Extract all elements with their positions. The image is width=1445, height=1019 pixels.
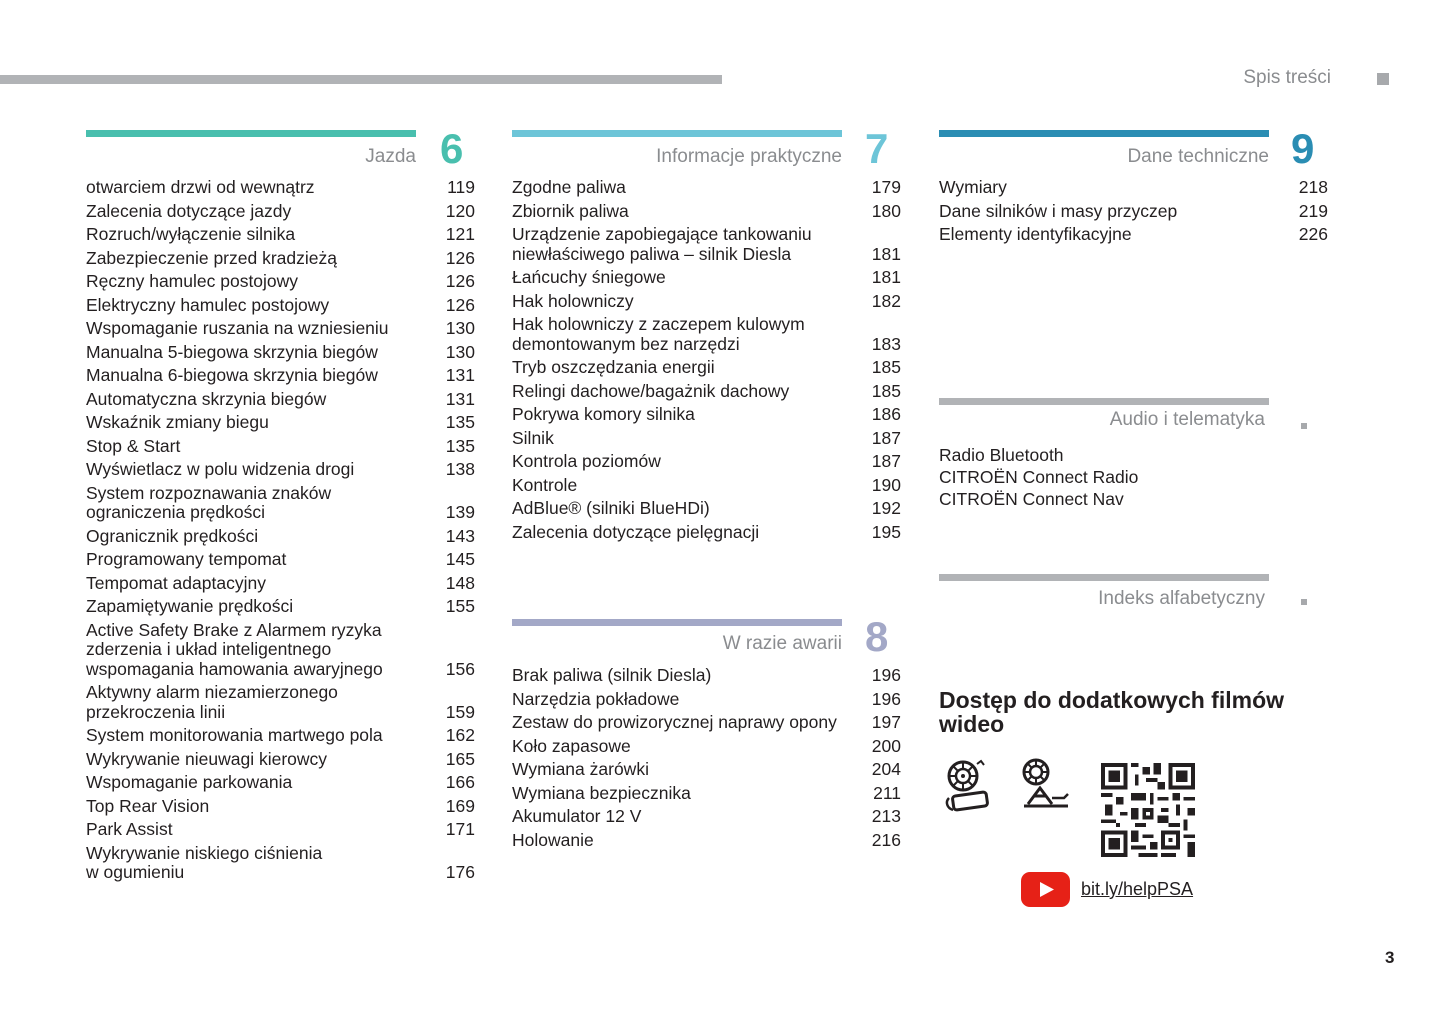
toc-entry-label: Wymiana żarówki: [512, 759, 649, 779]
toc-entry-page: 196: [871, 688, 901, 709]
toc-entry-label: Zbiornik paliwa: [512, 200, 629, 221]
section-8-number: 8: [865, 613, 889, 660]
toc-entry-page: 126: [445, 294, 475, 315]
toc-entry-label: Akumulator 12 V: [512, 806, 642, 826]
toc-entry-label: Stop & Start: [86, 435, 181, 456]
toc-entry-label: Holowanie: [512, 829, 594, 850]
toc-entry[interactable]: [86, 249, 475, 269]
toc-entry-label: Wspomaganie ruszania na wzniesieniu: [86, 318, 389, 338]
section-6-list: [86, 178, 475, 887]
toc-entry-page: 126: [445, 271, 475, 291]
toc-entry[interactable]: [86, 621, 475, 680]
toc-entry[interactable]: [86, 820, 475, 840]
toc-entry-label: Kontrola poziomów: [512, 451, 661, 471]
toc-entry[interactable]: [512, 807, 901, 827]
toc-entry-label: Ręczny hamulec postojowy: [86, 271, 299, 291]
toc-entry-page: 219: [1298, 200, 1328, 221]
toc-entry-page: 187: [871, 451, 901, 471]
audio-item: CITROËN Connect Nav: [939, 489, 1124, 509]
toc-entry-page: 139: [445, 502, 475, 522]
toc-entry[interactable]: [86, 773, 475, 793]
section-9-list: [939, 178, 1328, 249]
toc-entry[interactable]: [512, 358, 901, 378]
toc-entry-page: 187: [871, 427, 901, 448]
toc-entry[interactable]: [86, 550, 475, 570]
toc-entry-label: Elektryczny hamulec postojowy: [86, 294, 330, 315]
audio-square-icon: [1301, 423, 1307, 429]
toc-entry-label: Silnik: [512, 427, 554, 448]
section-8-bar: [512, 619, 842, 626]
toc-entry-page: 181: [871, 267, 901, 287]
toc-entry[interactable]: [86, 683, 475, 722]
toc-entry-label: Wyświetlacz w polu widzenia drogi: [86, 459, 355, 479]
audio-item: Radio Bluetooth: [939, 445, 1064, 465]
section-8-title: W razie awarii: [722, 633, 842, 654]
toc-entry-label: otwarciem drzwi od wewnątrz: [86, 177, 315, 197]
toc-entry-page: 185: [871, 380, 901, 401]
audio-item: CITROËN Connect Radio: [939, 467, 1139, 487]
spare-wheel-jack-icon: [1018, 758, 1074, 810]
page-number: 3: [1385, 948, 1395, 967]
toc-entry-label: Park Assist: [86, 819, 173, 839]
toc-entry[interactable]: [512, 315, 901, 354]
toc-entry-page: 162: [445, 725, 475, 745]
toc-entry-page: 176: [445, 862, 475, 882]
toc-entry-label: Manualna 5-biegowa skrzynia biegów: [86, 341, 378, 362]
toc-entry[interactable]: [512, 523, 901, 543]
toc-entry-page: 131: [445, 388, 475, 409]
toc-entry-page: 138: [445, 459, 475, 479]
toc-entry[interactable]: [86, 272, 475, 292]
toc-entry-label: Hak holowniczy z zaczepem kulowym demontowanym bez narzędzi: [512, 314, 805, 354]
toc-entry-label: Zabezpieczenie przed kradzieżą: [86, 247, 337, 268]
audio-bar: [939, 398, 1269, 405]
toc-entry[interactable]: [86, 319, 475, 339]
toc-entry-page: 226: [1298, 224, 1328, 244]
toc-entry-label: Zalecenia dotyczące pielęgnacji: [512, 521, 760, 542]
toc-entry-label: Active Safety Brake z Alarmem ryzyka zderzenia i układ inteligentnego wspomagania hamowania awaryjnego: [86, 619, 383, 679]
toc-entry-label: Pokrywa komory silnika: [512, 404, 695, 424]
toc-entry[interactable]: [86, 574, 475, 594]
toc-entry[interactable]: [86, 527, 475, 547]
toc-entry-label: Wymiary: [939, 177, 1007, 197]
toc-entry-page: 156: [445, 658, 475, 679]
toc-entry[interactable]: [512, 292, 901, 312]
toc-entry-page: 148: [445, 572, 475, 593]
page-title: Spis treści: [1243, 67, 1331, 88]
toc-entry[interactable]: [86, 484, 475, 523]
toc-entry[interactable]: [86, 225, 475, 245]
tyre-repair-kit-icon: [943, 758, 995, 814]
section-7-title: Informacje praktyczne: [656, 146, 842, 167]
section-7-bar: [512, 130, 842, 137]
toc-entry-label: Manualna 6-biegowa skrzynia biegów: [86, 365, 378, 385]
toc-entry-label: Programowany tempomat: [86, 549, 287, 569]
toc-entry[interactable]: [512, 405, 901, 425]
toc-entry[interactable]: [512, 831, 901, 851]
toc-entry-label: Hak holowniczy: [512, 290, 634, 311]
toc-entry[interactable]: [512, 737, 901, 757]
toc-entry[interactable]: [512, 760, 901, 780]
toc-entry[interactable]: [512, 499, 901, 519]
index-title: Indeks alfabetyczny: [1098, 588, 1265, 609]
toc-entry-label: Łańcuchy śniegowe: [512, 267, 666, 287]
section-9-title: Dane techniczne: [1127, 146, 1269, 167]
toc-entry[interactable]: [86, 202, 475, 222]
toc-entry[interactable]: [939, 202, 1328, 222]
section-9-number: 9: [1291, 125, 1315, 172]
toc-entry[interactable]: [512, 382, 901, 402]
audio-list: [939, 444, 1138, 510]
qr-code-icon: [1101, 763, 1195, 857]
section-8-list: [512, 666, 901, 854]
toc-entry-page: 218: [1298, 177, 1328, 197]
toc-entry[interactable]: [86, 343, 475, 363]
toc-entry[interactable]: [86, 437, 475, 457]
toc-entry-page: 179: [871, 177, 901, 197]
toc-entry-label: Top Rear Vision: [86, 795, 210, 816]
toc-entry-label: AdBlue® (silniki BlueHDi): [512, 498, 710, 518]
index-square-icon: [1301, 599, 1307, 605]
toc-entry-label: Zestaw do prowizorycznej naprawy opony: [512, 712, 837, 732]
toc-entry-page: 181: [871, 243, 901, 264]
toc-entry[interactable]: [512, 666, 901, 686]
toc-entry[interactable]: [86, 296, 475, 316]
toc-entry-label: Wymiana bezpiecznika: [512, 782, 691, 803]
toc-entry[interactable]: [86, 413, 475, 433]
toc-entry[interactable]: [512, 429, 901, 449]
toc-entry[interactable]: [512, 178, 901, 198]
toc-entry[interactable]: [512, 268, 901, 288]
toc-entry-page: 204: [871, 759, 901, 779]
toc-entry-page: 192: [871, 498, 901, 518]
toc-entry-label: Wskaźnik zmiany biegu: [86, 412, 269, 432]
toc-entry-page: 213: [871, 806, 901, 826]
video-link[interactable]: bit.ly/helpPSA: [1081, 879, 1194, 899]
toc-entry-label: Zalecenia dotyczące jazdy: [86, 200, 292, 221]
toc-entry[interactable]: [512, 225, 901, 264]
section-6-bar: [86, 130, 416, 137]
section-6-title: Jazda: [365, 146, 416, 167]
toc-entry-label: Elementy identyfikacyjne: [939, 224, 1132, 244]
toc-entry-page: 155: [445, 596, 475, 616]
toc-entry-page: 185: [871, 357, 901, 377]
toc-entry-label: Tempomat adaptacyjny: [86, 572, 266, 593]
toc-entry[interactable]: [512, 202, 901, 222]
toc-entry[interactable]: [86, 390, 475, 410]
toc-entry-page: 171: [445, 819, 475, 839]
toc-entry-label: Urządzenie zapobiegające tankowaniu niewłaściwego paliwa – silnik Diesla: [512, 224, 812, 264]
toc-entry[interactable]: [86, 797, 475, 817]
toc-entry-label: Kontrole: [512, 474, 578, 495]
toc-entry-label: Wspomaganie parkowania: [86, 772, 293, 792]
toc-entry[interactable]: [939, 225, 1328, 245]
toc-entry-page: 121: [445, 224, 475, 244]
toc-entry[interactable]: [512, 713, 901, 733]
toc-entry[interactable]: [86, 178, 475, 198]
toc-entry-label: Zgodne paliwa: [512, 177, 626, 197]
youtube-icon[interactable]: [1021, 872, 1070, 907]
toc-entry-label: Koło zapasowe: [512, 735, 631, 756]
toc-entry-label: Automatyczna skrzynia biegów: [86, 388, 327, 409]
toc-entry-label: Zapamiętywanie prędkości: [86, 596, 294, 616]
toc-entry[interactable]: [512, 452, 901, 472]
section-7-list: [512, 178, 901, 546]
toc-entry[interactable]: [86, 366, 475, 386]
toc-entry-page: 131: [445, 365, 475, 385]
section-6-number: 6: [440, 125, 464, 172]
toc-entry-label: Wykrywanie nieuwagi kierowcy: [86, 748, 328, 769]
toc-entry-label: Ogranicznik prędkości: [86, 525, 259, 546]
toc-entry-page: 190: [871, 474, 901, 495]
toc-entry-page: 183: [871, 333, 901, 354]
toc-entry-page: 169: [445, 795, 475, 816]
toc-entry-page: 200: [871, 735, 901, 756]
toc-entry-page: 159: [445, 701, 475, 722]
toc-entry-label: Wykrywanie niskiego ciśnienia w ogumieniu: [86, 842, 323, 882]
toc-entry-page: 195: [871, 521, 901, 542]
toc-entry[interactable]: [86, 597, 475, 617]
toc-entry-page: 165: [445, 748, 475, 769]
header-square-icon: [1377, 73, 1389, 85]
toc-entry[interactable]: [86, 750, 475, 770]
toc-entry[interactable]: [86, 844, 475, 883]
toc-entry-label: Rozruch/wyłączenie silnika: [86, 224, 296, 244]
toc-entry-page: 135: [445, 412, 475, 432]
toc-entry-label: System rozpoznawania znaków ograniczenia prędkości: [86, 482, 332, 522]
toc-entry-label: System monitorowania martwego pola: [86, 725, 383, 745]
audio-title: Audio i telematyka: [1109, 409, 1265, 430]
toc-entry[interactable]: [512, 690, 901, 710]
toc-entry-page: 143: [445, 525, 475, 546]
index-bar: [939, 574, 1269, 581]
section-9-bar: [939, 130, 1269, 137]
toc-entry[interactable]: [939, 178, 1328, 198]
toc-entry-label: Brak paliwa (silnik Diesla): [512, 665, 712, 685]
toc-entry-page: 145: [445, 549, 475, 569]
toc-entry-page: 182: [871, 290, 901, 311]
header-rule: [0, 75, 722, 84]
toc-entry-label: Narzędzia pokładowe: [512, 688, 680, 709]
toc-entry-page: 216: [871, 829, 901, 850]
toc-entry-page: 197: [871, 712, 901, 732]
toc-entry-page: 180: [871, 200, 901, 221]
toc-entry-page: 186: [871, 404, 901, 424]
toc-entry-page: 211: [873, 782, 901, 803]
toc-entry-label: Tryb oszczędzania energii: [512, 357, 715, 377]
toc-entry[interactable]: [86, 460, 475, 480]
toc-entry-page: 166: [445, 772, 475, 792]
toc-entry[interactable]: [512, 784, 901, 804]
toc-entry[interactable]: [512, 476, 901, 496]
toc-entry-page: 135: [445, 435, 475, 456]
toc-entry-label: Relingi dachowe/bagażnik dachowy: [512, 380, 790, 401]
toc-entry[interactable]: [86, 726, 475, 746]
toc-entry-label: Aktywny alarm niezamierzonego przekroczenia linii: [86, 682, 338, 722]
toc-entry-page: 130: [445, 318, 475, 338]
section-7-number: 7: [865, 125, 889, 172]
toc-entry-page: 126: [445, 247, 475, 268]
video-section-title: Dostęp do dodatkowych filmów wideo: [939, 687, 1285, 737]
toc-entry-page: 120: [445, 200, 475, 221]
toc-entry-page: 130: [445, 341, 475, 362]
toc-entry-page: 196: [871, 665, 901, 685]
toc-entry-label: Dane silników i masy przyczep: [939, 200, 1178, 221]
toc-entry-page: 119: [447, 177, 475, 197]
